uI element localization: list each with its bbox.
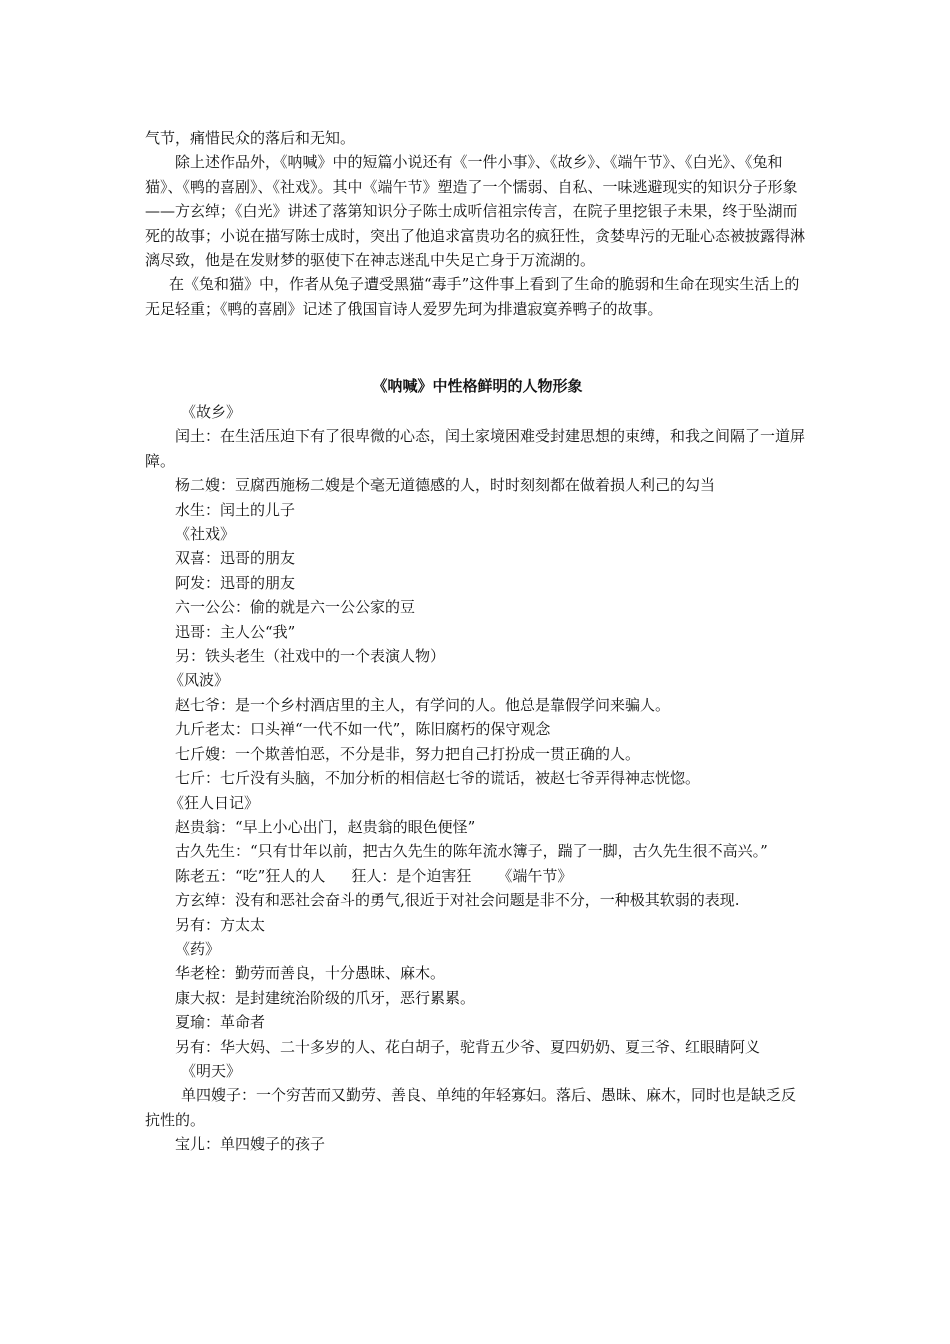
story-title: 《风波》 <box>169 671 230 690</box>
character-entry: 单四嫂子：一个穷苦而又勤劳、善良、单纯的年轻寡妇。落后、愚昧、麻木，同时也是缺乏反抗性的。 <box>145 1086 797 1129</box>
character-entry: 康大叔：是封建统治阶级的爪牙，恶行累累。 <box>175 988 476 1007</box>
story-title: 《社戏》 <box>175 525 236 544</box>
character-entry: 陈老五：“吃”狂人的人 <box>175 866 326 885</box>
intro-paragraph: 除上述作品外，《呐喊》中的短篇小说还有《一件小事》、《故乡》、《端午节》、《白光》、《兔和猫》、《鸭的喜剧》、《社戏》。其中《端午节》塑造了一个懦弱、自私、一味逃避现实的知识分子形象——方玄绰；《白光》讲述了落第知识分子陈士成听信祖宗传言，在院子里挖银子未果，终于坠湖而死的故事；小说在描写陈士成时，突出了他追求富贵功名的疯狂性，贪婪卑污的无耻心态被披露得淋漓尽致，他是在发财梦的驱使下在神志迷乱中失足亡身于万流湖的。 <box>145 153 806 270</box>
character-entry: 另有：方太太 <box>175 915 266 934</box>
character-entry: 双喜：迅哥的朋友 <box>175 549 296 568</box>
character-entry: 赵七爷：是一个乡村酒店里的主人，有学问的人。他总是靠假学问来骗人。 <box>175 695 671 714</box>
story-title: 《端午节》 <box>497 866 573 885</box>
character-entry: 狂人：是个迫害狂 <box>351 866 472 885</box>
character-entry: 另：铁头老生（社戏中的一个表演人物） <box>175 647 446 666</box>
intro-section <box>145 126 810 321</box>
character-entry: 华老栓：勤劳而善良，十分愚昧、麻木。 <box>175 964 446 983</box>
character-entry: 水生：闰土的儿子 <box>175 500 296 519</box>
story-title: 《狂人日记》 <box>169 793 260 812</box>
character-entry: 赵贵翁：“早上小心出门，赵贵翁的眼色便怪” <box>175 817 476 836</box>
character-entry-row <box>145 864 810 888</box>
character-entry: 迅哥：主人公“我” <box>175 622 296 641</box>
story-title: 《药》 <box>175 939 221 958</box>
character-entry: 闰土：在生活压迫下有了很卑微的心态，闰土家境困难受封建思想的束缚，和我之间隔了一道屏障。 <box>145 427 806 470</box>
character-entry: 六一公公：偷的就是六一公公家的豆 <box>175 598 416 617</box>
character-entry: 阿发：迅哥的朋友 <box>175 573 296 592</box>
story-title: 《故乡》 <box>181 403 242 421</box>
character-entry: 七斤嫂：一个欺善怕恶，不分是非，努力把自己打扮成一贯正确的人。 <box>175 744 641 763</box>
character-entry: 方玄绰：没有和恶社会奋斗的勇气,很近于对社会问题是非不分，一种极其软弱的表现. <box>175 891 740 910</box>
character-entry: 宝儿：单四嫂子的孩子 <box>175 1135 326 1154</box>
section-heading: 《呐喊》中性格鲜明的人物形象 <box>372 377 583 395</box>
character-entry: 另有：华大妈、二十多岁的人、花白胡子，驼背五少爷、夏四奶奶、夏三爷、红眼睛阿义 <box>175 1037 761 1056</box>
character-entry: 夏瑜：革命者 <box>175 1013 266 1032</box>
story-title: 《明天》 <box>181 1061 242 1080</box>
character-entry: 古久先生：“只有廿年以前，把古久先生的陈年流水簿子，踹了一脚，古久先生很不高兴。” <box>175 842 768 861</box>
intro-paragraph: 在《兔和猫》中，作者从兔子遭受黑猫“毒手”这件事上看到了生命的脆弱和生命在现实生活上的无足轻重；《鸭的喜剧》记述了俄国盲诗人爱罗先珂为排遣寂寞养鸭子的故事。 <box>145 275 800 318</box>
character-entry: 杨二嫂：豆腐西施杨二嫂是个毫无道德感的人，时时刻刻都在做着损人利己的勾当 <box>175 476 716 495</box>
character-entry: 九斤老太：口头禅“一代不如一代”，陈旧腐朽的保守观念 <box>175 720 551 739</box>
character-entry: 七斤：七斤没有头脑，不加分析的相信赵七爷的谎话，被赵七爷弄得神志恍惚。 <box>175 769 701 788</box>
character-list <box>145 400 810 1157</box>
intro-paragraph: 气节，痛惜民众的落后和无知。 <box>145 129 356 147</box>
